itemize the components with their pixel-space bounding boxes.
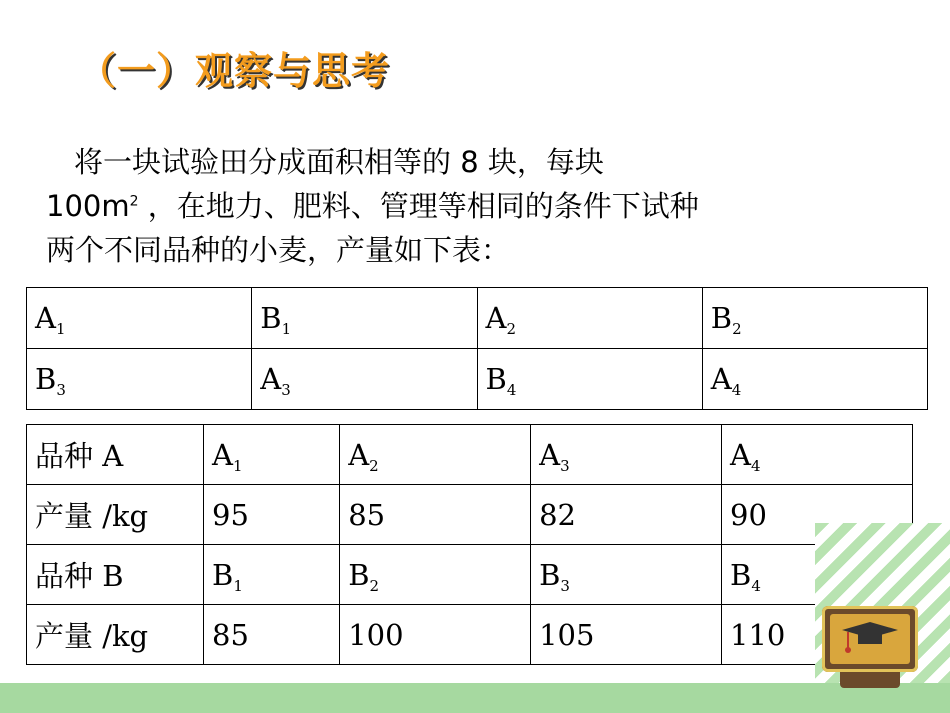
plot-cell: $B_3$ [531,545,722,605]
plot-cell: $A_1$ [27,288,252,349]
yield-table [26,424,913,665]
plot-cell: $A_2$ [477,288,702,349]
table-row [27,288,928,349]
para-line-2-sup: 2 [129,193,139,210]
para-line-1: 将一块试验田分成面积相等的 8 块，每块 [74,145,604,179]
yield-cell: 85 [204,605,340,665]
plot-cell: $A_3$ [531,425,722,485]
footer-bar [0,683,950,713]
plot-cell: $B_4$ [477,349,702,410]
table-row [27,425,913,485]
yield-cell: 90 [722,485,913,545]
row-header: 产量 /kg [27,605,204,665]
plot-cell: $A_1$ [204,425,340,485]
yield-cell: 95 [204,485,340,545]
plot-cell: $A_4$ [702,349,927,410]
page-title: （一）观察与思考 [78,49,391,93]
plot-cell: $A_4$ [722,425,913,485]
yield-cell: 85 [340,485,531,545]
plot-cell: $B_2$ [340,545,531,605]
plot-layout-table [26,287,928,410]
table-row [27,605,913,665]
yield-cell: 82 [531,485,722,545]
yield-cell: 110 [722,605,913,665]
plot-cell: $A_3$ [252,349,477,410]
row-header: 品种 B [27,545,204,605]
para-line-3: 两个不同品种的小麦，产量如下表： [46,233,511,267]
row-header: 品种 A [27,425,204,485]
table-row [27,485,913,545]
problem-text [46,140,876,272]
para-line-2a: 100m [46,189,130,223]
plot-cell: $A_2$ [340,425,531,485]
monitor-graduation-cap-icon[interactable] [822,606,918,672]
plot-cell: $B_3$ [27,349,252,410]
graduation-cap-icon [830,614,910,664]
plot-cell: $B_1$ [252,288,477,349]
plot-cell: $B_4$ [722,545,913,605]
monitor-screen [830,614,910,664]
yield-cell: 100 [340,605,531,665]
yield-cell: 105 [531,605,722,665]
monitor-stand [840,672,900,688]
plot-cell: $B_2$ [702,288,927,349]
para-line-2b: ，在地力、肥料、管理等相同的条件下试种 [138,189,699,223]
plot-cell: $B_1$ [204,545,340,605]
row-header: 产量 /kg [27,485,204,545]
table-row [27,545,913,605]
table-row [27,349,928,410]
